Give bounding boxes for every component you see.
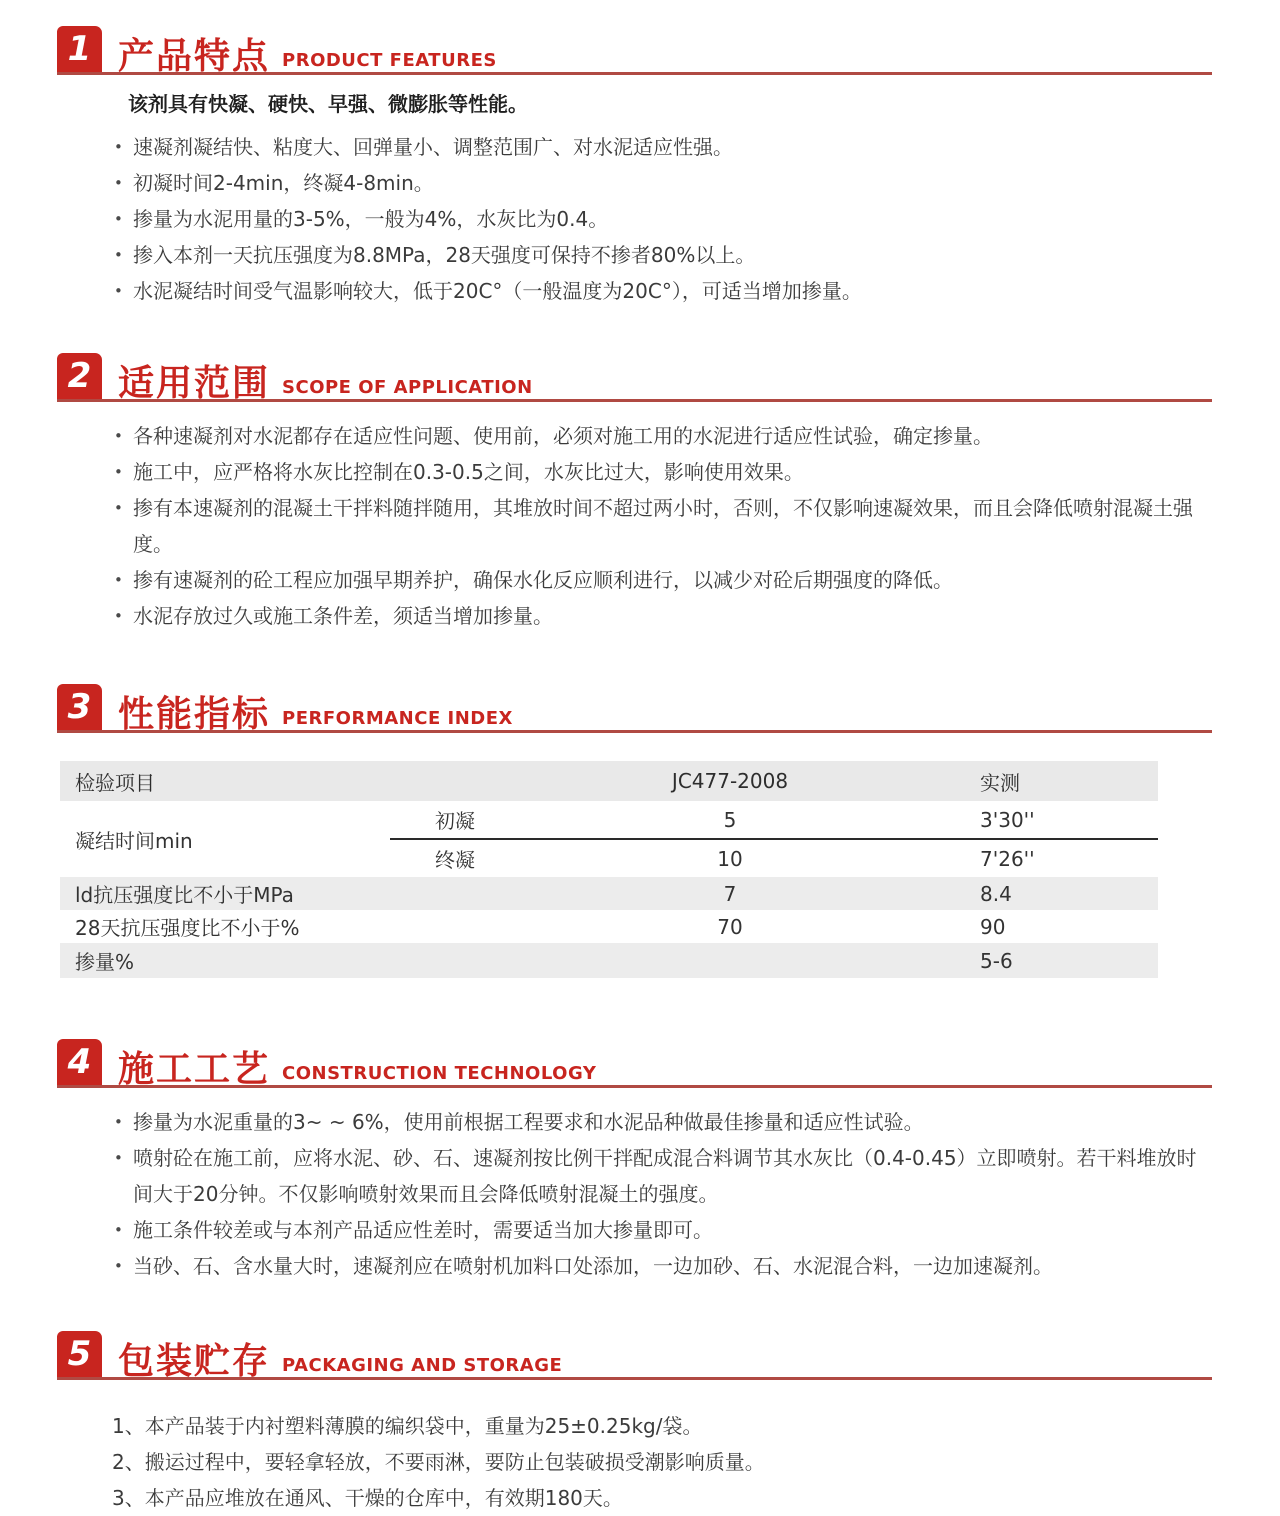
bullet-item: • 水泥凝结时间受气温影响较大，低于20C°（一般温度为20C°），可适当增加掺量。 — [112, 273, 1212, 309]
features-intro-line: 该剂具有快凝、硬快、早强、微膨胀等性能。 — [128, 92, 528, 116]
table-row-dosage — [60, 943, 1158, 978]
numbered-item: 3、本产品应堆放在通风、干燥的仓库中，有效期180天。 — [112, 1486, 623, 1510]
col-header-measured: 实测 — [980, 770, 1020, 795]
section-product-features — [57, 26, 1212, 309]
table-subrow-final-set — [390, 840, 1158, 877]
cell-standard-value: 70 — [717, 914, 743, 939]
section-title-cn-3: 性能指标 — [118, 694, 271, 735]
section-header-2 — [57, 353, 1212, 402]
cell-standard-value: 5 — [723, 807, 737, 832]
section-title-cn-4: 施工工艺 — [118, 1049, 271, 1090]
numbered-item: 2、搬运过程中，要轻拿轻放，不要雨淋，要防止包装破损受潮影响质量。 — [112, 1450, 765, 1474]
section-header-5 — [57, 1331, 1212, 1380]
section-content-5 — [112, 1408, 1212, 1516]
section-number-badge-1: 1 — [57, 26, 102, 72]
section-number-badge-3: 3 — [57, 684, 102, 730]
section-title-cn-5: 包装贮存 — [118, 1341, 271, 1382]
section-title-en-5: PACKAGING AND STORAGE — [282, 1355, 563, 1376]
section-content-2 — [112, 418, 1212, 634]
section-content-1 — [112, 89, 1212, 309]
cell-measured-value: 90 — [980, 914, 1006, 939]
section-performance-index — [57, 684, 1212, 978]
cell-standard-value: 7 — [723, 881, 737, 906]
cell-standard-value: 10 — [717, 846, 743, 871]
section-number-badge-2: 2 — [57, 353, 102, 399]
table-subrow-initial-set — [390, 801, 1158, 840]
section-header-3 — [57, 684, 1212, 733]
col-header-item: 检验项目 — [75, 770, 155, 795]
bullet-item: • 施工中，应严格将水灰比控制在0.3-0.5之间，水灰比过大，影响使用效果。 — [112, 454, 1212, 490]
features-bullet-list — [112, 129, 1212, 309]
section-packaging-and-storage — [57, 1331, 1212, 1516]
bullet-item: • 掺入本剂一天抗压强度为8.8MPa，28天强度可保持不掺者80%以上。 — [112, 237, 1212, 273]
section-content-4 — [112, 1104, 1212, 1284]
section-number-badge-5: 5 — [57, 1331, 102, 1377]
section-header-4 — [57, 1039, 1212, 1088]
performance-table — [60, 761, 1158, 978]
cell-measured-value: 3'30'' — [980, 807, 1035, 832]
section-title-cn-1: 产品特点 — [118, 36, 271, 77]
setting-time-label: 凝结时间min — [75, 828, 193, 853]
section-header-1 — [57, 26, 1212, 75]
setting-time-subrows — [390, 801, 1158, 877]
section-title-en-1: PRODUCT FEATURES — [282, 50, 497, 71]
col-header-standard: JC477-2008 — [671, 769, 789, 793]
bullet-item: • 掺量为水泥重量的3~ ~ 6%，使用前根据工程要求和水泥品种做最佳掺量和适应性试验。 — [112, 1104, 1212, 1140]
cell-measured-value: 7'26'' — [980, 846, 1035, 871]
table-row-setting-time — [60, 801, 1158, 877]
bullet-item: • 掺量为水泥用量的3-5%，一般为4%，水灰比为0.4。 — [112, 201, 1212, 237]
numbered-item: 1、本产品装于内衬塑料薄膜的编织袋中，重量为25±0.25kg/袋。 — [112, 1414, 703, 1438]
bullet-item: • 掺有速凝剂的砼工程应加强早期养护，确保水化反应顺利进行，以减少对砼后期强度的降低。 — [112, 562, 1212, 598]
bullet-item: • 水泥存放过久或施工条件差，须适当增加掺量。 — [112, 598, 1212, 634]
cell-row-label: ld抗压强度比不小于MPa — [75, 883, 294, 907]
bullet-item: • 掺有本速凝剂的混凝土干拌料随拌随用，其堆放时间不超过两小时，否则，不仅影响速凝效果，而且会降低喷射混凝土强度。 — [112, 490, 1212, 562]
cell-row-label: 28天抗压强度比不小于% — [75, 916, 300, 940]
bullet-item: • 初凝时间2-4min，终凝4-8min。 — [112, 165, 1212, 201]
table-row-28d-strength — [60, 910, 1158, 943]
bullet-item: • 当砂、石、含水量大时，速凝剂应在喷射机加料口处添加，一边加砂、石、水泥混合料，一边加速凝剂。 — [112, 1248, 1212, 1284]
section-title-en-2: SCOPE OF APPLICATION — [282, 377, 533, 398]
bullet-item: • 速凝剂凝结快、粘度大、回弹量小、调整范围广、对水泥适应性强。 — [112, 129, 1212, 165]
construction-bullet-list — [112, 1104, 1212, 1284]
scope-bullet-list — [112, 418, 1212, 634]
table-header-row — [60, 761, 1158, 801]
section-number-badge-4: 4 — [57, 1039, 102, 1085]
bullet-item: • 施工条件较差或与本剂产品适应性差时，需要适当加大掺量即可。 — [112, 1212, 1212, 1248]
table-row-1d-strength — [60, 877, 1158, 910]
section-title-en-3: PERFORMANCE INDEX — [282, 708, 513, 729]
section-scope-of-application — [57, 353, 1212, 634]
cell-measured-value: 5-6 — [980, 948, 1013, 973]
bullet-item: • 喷射砼在施工前，应将水泥、砂、石、速凝剂按比例干拌配成混合料调节其水灰比（0.4-0.45）立即喷射。若干料堆放时间大于20分钟。不仅影响喷射效果而且会降低喷射混凝土的强度。 — [112, 1140, 1212, 1212]
section-title-en-4: CONSTRUCTION TECHNOLOGY — [282, 1063, 597, 1084]
cell-sub-name: 初凝 — [435, 809, 475, 833]
cell-row-label: 掺量% — [75, 950, 135, 974]
cell-measured-value: 8.4 — [980, 881, 1012, 906]
cell-sub-name: 终凝 — [435, 848, 475, 872]
section-title-cn-2: 适用范围 — [118, 363, 271, 404]
section-construction-technology — [57, 1039, 1212, 1284]
bullet-item: • 各种速凝剂对水泥都存在适应性问题、使用前，必须对施工用的水泥进行适应性试验，确定掺量。 — [112, 418, 1212, 454]
